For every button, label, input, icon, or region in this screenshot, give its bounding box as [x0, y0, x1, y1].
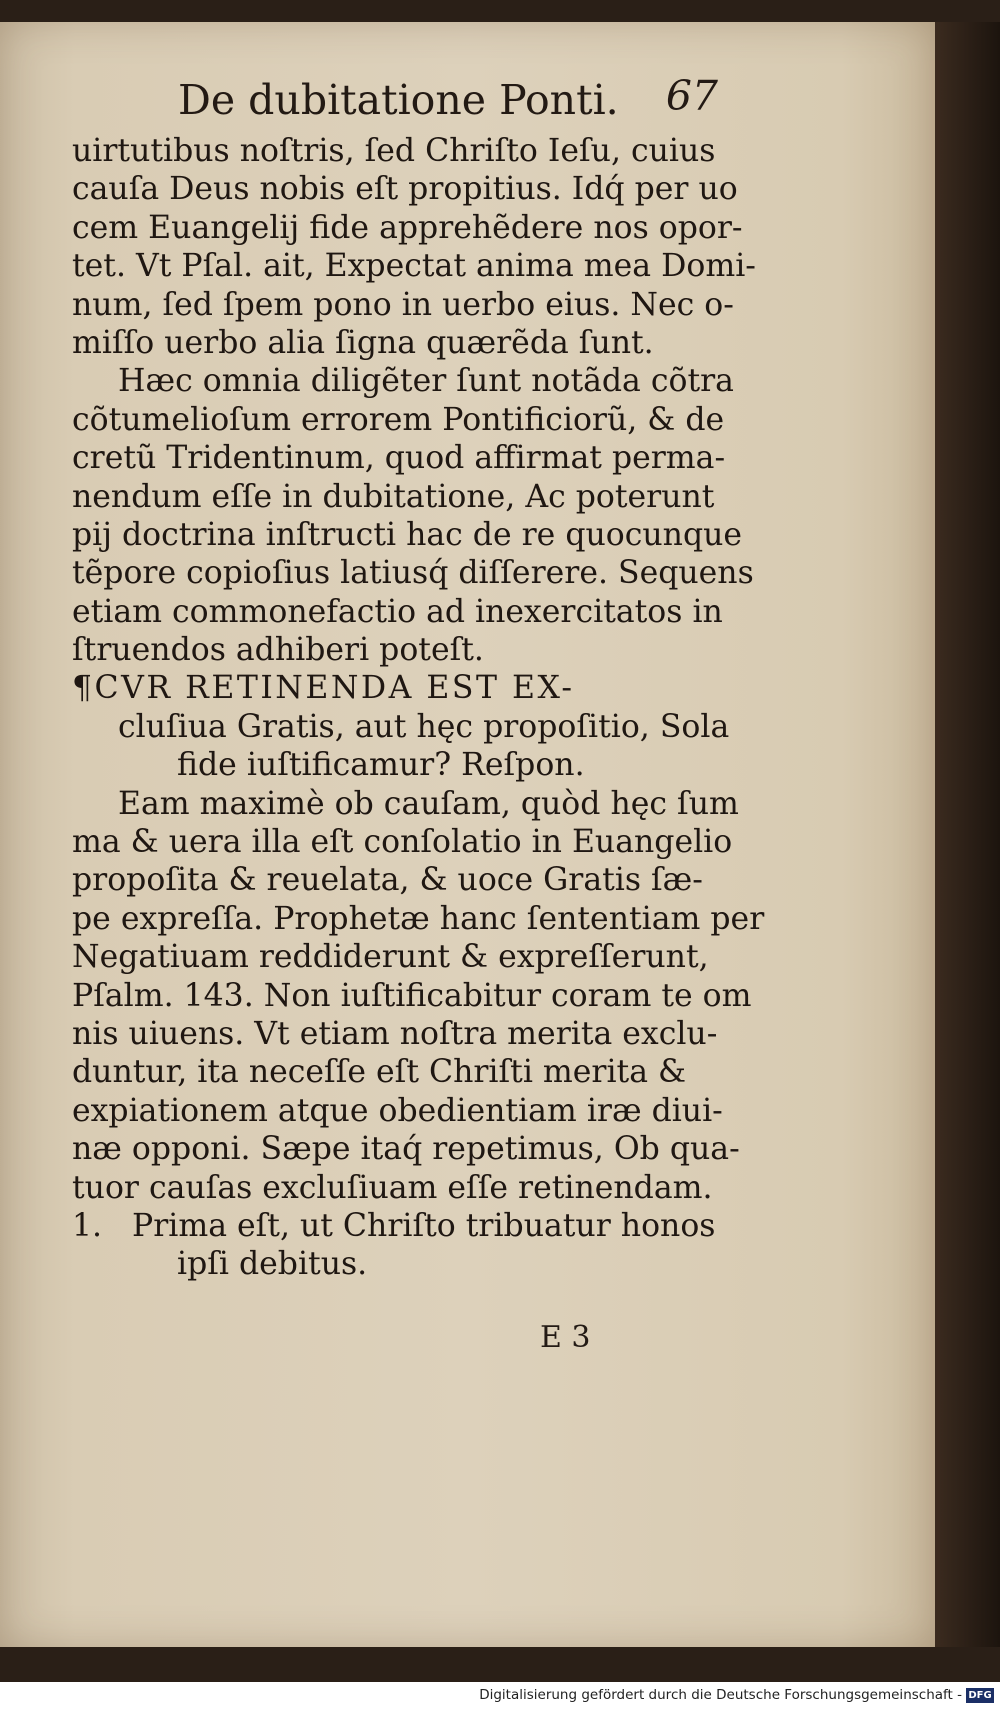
text-line: cem Euangelij fide apprehẽdere nos opor- [72, 209, 743, 246]
section-heading-line: cluſiua Gratis, aut hęc propoſitio, Sola [118, 708, 730, 745]
running-header [178, 68, 738, 128]
section-heading-line: fide iuſtificamur? Reſpon. [177, 747, 585, 784]
section-heading: ¶CVR RETINENDA EST EX- [72, 670, 575, 707]
text-line: tẽpore copioſius latiusq́ diſſerere. Sequens [72, 555, 754, 592]
text-line: ſtruendos adhiberi poteſt. [72, 632, 484, 669]
list-item [72, 1207, 722, 1245]
text-line: expiationem atque obedientiam iræ diui- [72, 1092, 723, 1129]
text-line: Pſalm. 143. Non iuſtificabitur coram te om [72, 977, 752, 1014]
text-line: uirtutibus noſtris, ſed Chriſto Ieſu, cuius [72, 133, 716, 169]
list-number: 1. [72, 1207, 103, 1244]
text-line: nendum eſſe in dubitatione, Ac poterunt [72, 478, 715, 515]
text-line: pij doctrina inſtructi hac de re quocunque [72, 516, 743, 553]
running-title: De dubitatione Ponti. [178, 76, 619, 124]
text-line: etiam commonefactio ad inexercitatos in [72, 593, 723, 630]
text-line: cauſa Deus nobis eſt propitius. Idq́ per uo [72, 171, 738, 208]
text-line: cretũ Tridentinum, quod affirmat perma- [72, 440, 726, 477]
signature-mark: E 3 [540, 1320, 591, 1355]
text-line: nis uiuens. Vt etiam noſtra merita exclu- [72, 1015, 718, 1052]
text-line: ma & uera illa eſt conſolatio in Euangelio [72, 824, 733, 861]
text-line: miſſo uerbo alia ſigna quærẽda ſunt. [72, 324, 654, 361]
body-text [72, 132, 765, 1284]
page-number: 67 [665, 72, 718, 120]
text-line: Hæc omnia diligẽter ſunt notãda cõtra [118, 363, 734, 400]
text-line: pe expreſſa. Prophetæ hanc ſententiam per [72, 900, 765, 937]
text-line: Eam maximè ob cauſam, quòd hęc ſum [118, 785, 739, 822]
text-line: tet. Vt Pſal. ait, Expectat anima mea Domi- [72, 248, 756, 285]
text-line: ipſi debitus. [177, 1246, 368, 1283]
funding-note: Digitalisierung gefördert durch die Deutsche Forschungsgemeinschaft - [479, 1687, 962, 1703]
text-line: duntur, ita neceſſe eſt Chriſti merita & [72, 1054, 687, 1091]
text-line: tuor cauſas excluſiuam eſſe retinendam. [72, 1169, 713, 1206]
book-spine [935, 22, 1000, 1647]
list-item-text: Prima eſt, ut Chriſto tribuatur honos [132, 1207, 716, 1244]
dfg-logo: DFG [966, 1688, 994, 1703]
text-line: næ opponi. Sæpe itaq́ repetimus, Ob qua- [72, 1131, 740, 1168]
text-line: num, ſed ſpem pono in uerbo eius. Nec o- [72, 286, 734, 323]
text-line: Negatiuam reddiderunt & expreſſerunt, [72, 939, 709, 976]
footer-bar [0, 1682, 1000, 1710]
text-line: propoſita & reuelata, & uoce Gratis ſæ- [72, 862, 703, 899]
text-line: cõtumelioſum errorem Pontificiorũ, & de [72, 401, 725, 438]
